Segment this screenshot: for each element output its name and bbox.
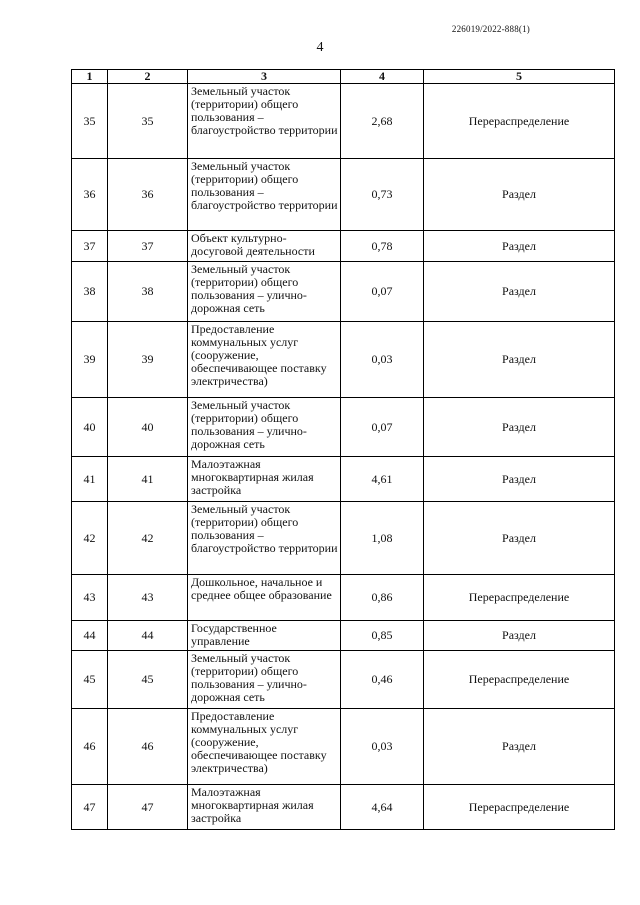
column-header: 4: [341, 70, 424, 84]
plot-area: 4,61: [341, 457, 424, 502]
plot-number: 45: [108, 651, 188, 709]
formation-method: Раздел: [424, 231, 615, 262]
plot-use-description: Земельный участок (территории) общего пользования – улично-дорожная сеть: [188, 262, 341, 322]
plot-use-description: Земельный участок (территории) общего пользования – улично-дорожная сеть: [188, 651, 341, 709]
plot-area: 0,07: [341, 262, 424, 322]
row-number: 40: [72, 398, 108, 457]
plot-use-description: Земельный участок (территории) общего пользования – благоустройство территории: [188, 159, 341, 231]
formation-method: Перераспределение: [424, 651, 615, 709]
formation-method: Раздел: [424, 457, 615, 502]
row-number: 36: [72, 159, 108, 231]
column-header: 3: [188, 70, 341, 84]
formation-method: Раздел: [424, 262, 615, 322]
formation-method: Раздел: [424, 621, 615, 651]
row-number: 47: [72, 785, 108, 830]
table-row: [72, 502, 615, 575]
plot-number: 47: [108, 785, 188, 830]
column-header: 1: [72, 70, 108, 84]
plot-number: 40: [108, 398, 188, 457]
plot-area: 0,03: [341, 709, 424, 785]
plot-area: 1,08: [341, 502, 424, 575]
table-row: [72, 398, 615, 457]
plot-number: 46: [108, 709, 188, 785]
formation-method: Перераспределение: [424, 575, 615, 621]
plot-area: 0,85: [341, 621, 424, 651]
plot-area: 0,73: [341, 159, 424, 231]
plot-number: 42: [108, 502, 188, 575]
table-row: [72, 159, 615, 231]
table-row: [72, 651, 615, 709]
row-number: 39: [72, 322, 108, 398]
plot-area: 2,68: [341, 84, 424, 159]
row-number: 37: [72, 231, 108, 262]
plot-area: 0,86: [341, 575, 424, 621]
plot-use-description: Объект культурно-досуговой деятельности: [188, 231, 341, 262]
plot-use-description: Малоэтажная многоквартирная жилая застройка: [188, 785, 341, 830]
formation-method: Раздел: [424, 322, 615, 398]
formation-method: Раздел: [424, 398, 615, 457]
table-row: [72, 709, 615, 785]
table-header-row: [72, 70, 615, 84]
plot-use-description: Земельный участок (территории) общего пользования – благоустройство территории: [188, 84, 341, 159]
page-number: 4: [316, 40, 324, 55]
formation-method: Перераспределение: [424, 84, 615, 159]
plot-use-description: Земельный участок (территории) общего пользования – улично-дорожная сеть: [188, 398, 341, 457]
plot-area: 0,46: [341, 651, 424, 709]
column-header: 2: [108, 70, 188, 84]
plot-number: 38: [108, 262, 188, 322]
row-number: 35: [72, 84, 108, 159]
plot-use-description: Государственное управление: [188, 621, 341, 651]
row-number: 46: [72, 709, 108, 785]
plot-area: 0,07: [341, 398, 424, 457]
row-number: 42: [72, 502, 108, 575]
table-row: [72, 262, 615, 322]
row-number: 38: [72, 262, 108, 322]
plot-area: 0,78: [341, 231, 424, 262]
plot-number: 35: [108, 84, 188, 159]
plot-number: 43: [108, 575, 188, 621]
row-number: 45: [72, 651, 108, 709]
plot-number: 39: [108, 322, 188, 398]
land-plots-table: [71, 69, 615, 830]
formation-method: Раздел: [424, 159, 615, 231]
plot-number: 36: [108, 159, 188, 231]
table-row: [72, 84, 615, 159]
plot-use-description: Земельный участок (территории) общего пользования – благоустройство территории: [188, 502, 341, 575]
row-number: 41: [72, 457, 108, 502]
table-row: [72, 231, 615, 262]
table-row: [72, 621, 615, 651]
row-number: 43: [72, 575, 108, 621]
plot-area: 4,64: [341, 785, 424, 830]
table-row: [72, 457, 615, 502]
document-id: 226019/2022-888(1): [451, 24, 530, 34]
formation-method: Раздел: [424, 502, 615, 575]
plot-use-description: Предоставление коммунальных услуг (сооружение, обеспечивающее поставку электричества): [188, 709, 341, 785]
column-header: 5: [424, 70, 615, 84]
plot-use-description: Предоставление коммунальных услуг (сооружение, обеспечивающее поставку электричества): [188, 322, 341, 398]
plot-use-description: Малоэтажная многоквартирная жилая застройка: [188, 457, 341, 502]
formation-method: Перераспределение: [424, 785, 615, 830]
table-row: [72, 322, 615, 398]
plot-area: 0,03: [341, 322, 424, 398]
plot-use-description: Дошкольное, начальное и среднее общее образование: [188, 575, 341, 621]
row-number: 44: [72, 621, 108, 651]
plot-number: 37: [108, 231, 188, 262]
table-row: [72, 785, 615, 830]
table-row: [72, 575, 615, 621]
plot-number: 44: [108, 621, 188, 651]
plot-number: 41: [108, 457, 188, 502]
formation-method: Раздел: [424, 709, 615, 785]
